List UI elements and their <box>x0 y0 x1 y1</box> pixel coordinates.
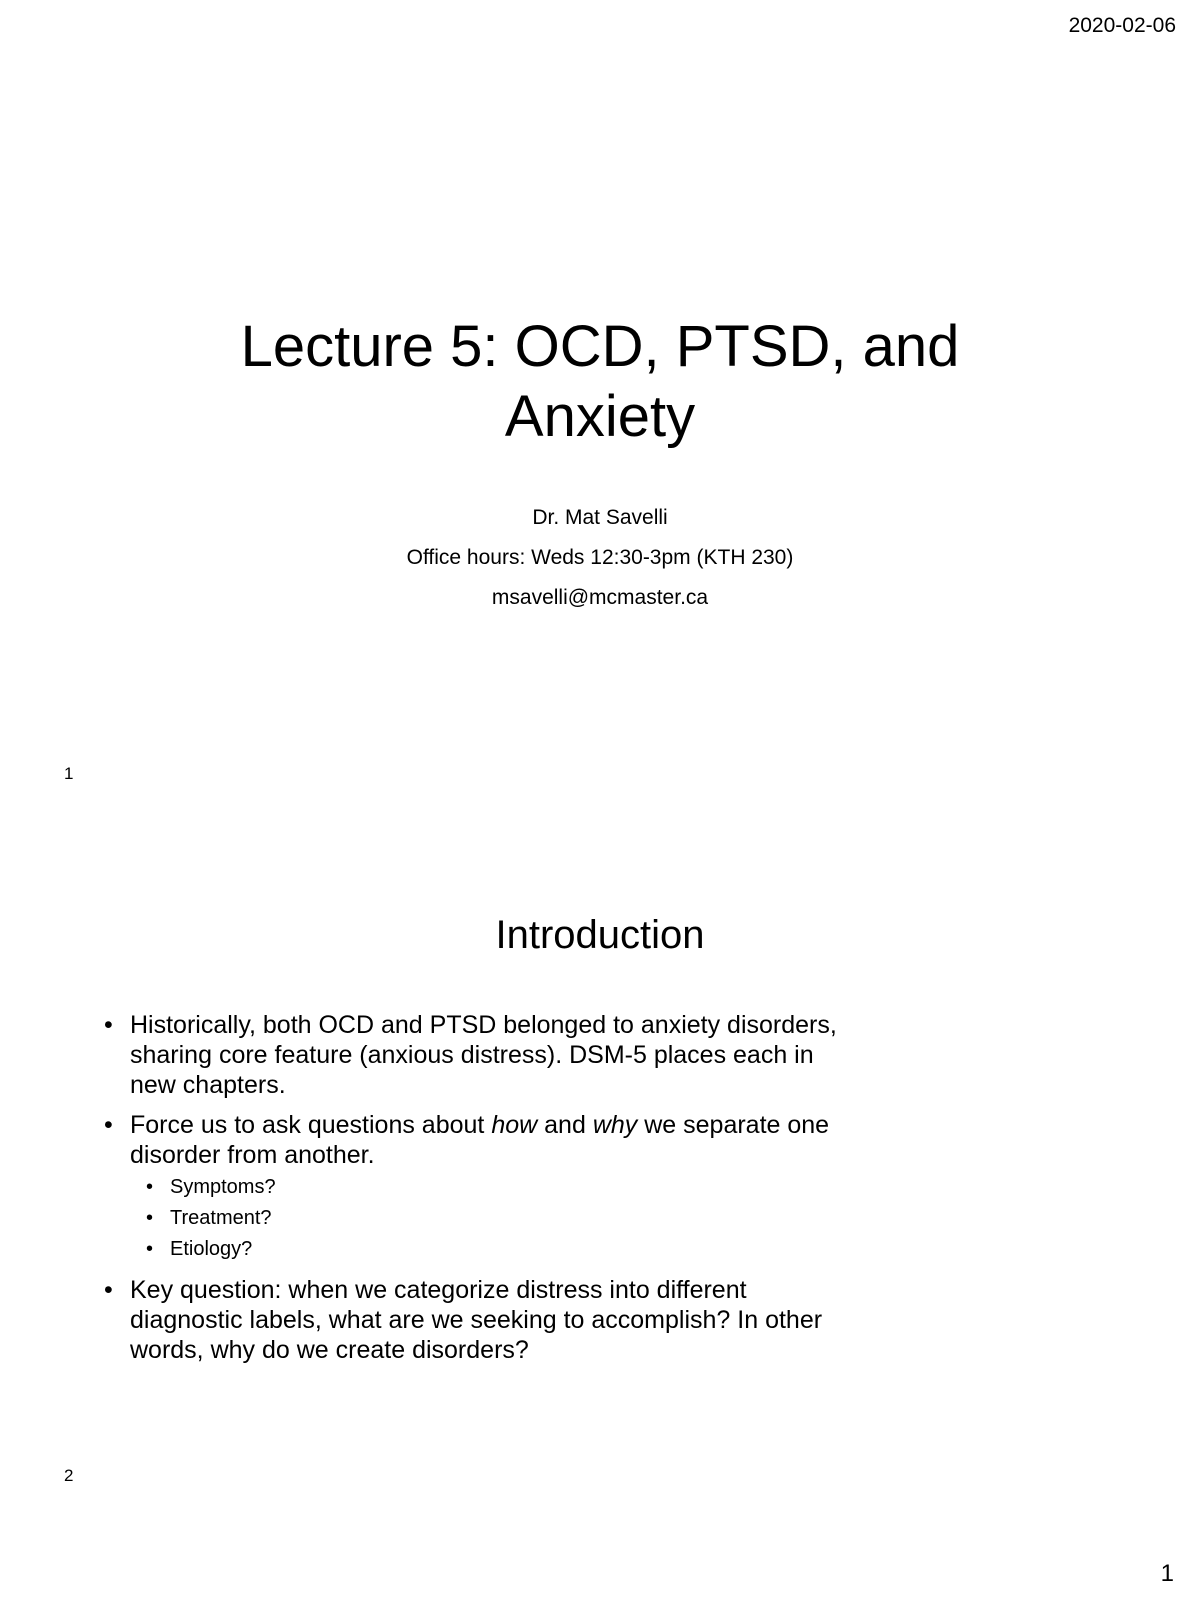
sub-bullet-list <box>130 1172 844 1265</box>
bullet-item <box>104 1010 844 1100</box>
bullet-text-mid: and <box>537 1111 593 1139</box>
bullet-text-post: we separate one disorder from another. <box>130 1111 830 1169</box>
bullet-item <box>104 1110 844 1265</box>
bullet-emphasis-why: why <box>592 1111 638 1139</box>
bullet-text: Key question: when we categorize distress into different diagnostic labels, what are we seeking to accomplish? In other words, why do we create disorders? <box>130 1276 823 1364</box>
sub-bullet-etiology: • Etiology? <box>130 1234 844 1265</box>
sub-bullet-symptoms: • Symptoms? <box>130 1172 844 1203</box>
bullet-emphasis-how: how <box>491 1111 538 1139</box>
slide-1-title <box>200 312 1000 452</box>
slide-2-number: 2 <box>64 1466 74 1485</box>
author-email: msavelli@mcmaster.ca <box>491 586 709 609</box>
office-hours: Office hours: Weds 12:30-3pm (KTH 230) <box>406 546 794 569</box>
page-number: 1 <box>1160 1560 1174 1587</box>
slide-2-title: Introduction <box>495 913 705 957</box>
date-header: 2020-02-06 <box>1068 14 1176 37</box>
bullet-text: Historically, both OCD and PTSD belonged to anxiety disorders, sharing core feature (anxious distress). DSM-5 places each in new chapters. <box>130 1011 837 1099</box>
slide-2-bullet-list <box>104 1010 844 1375</box>
slide-1-title-line-2: Anxiety <box>504 384 696 449</box>
bullet-text-pre: Force us to ask questions about <box>130 1111 492 1139</box>
sub-bullet-treatment: • Treatment? <box>130 1203 844 1234</box>
slide-1-number: 1 <box>64 764 74 783</box>
author-name: Dr. Mat Savelli <box>532 506 668 529</box>
slide-1-title-line-1: Lecture 5: OCD, PTSD, and <box>240 314 960 379</box>
bullet-item <box>104 1275 844 1365</box>
